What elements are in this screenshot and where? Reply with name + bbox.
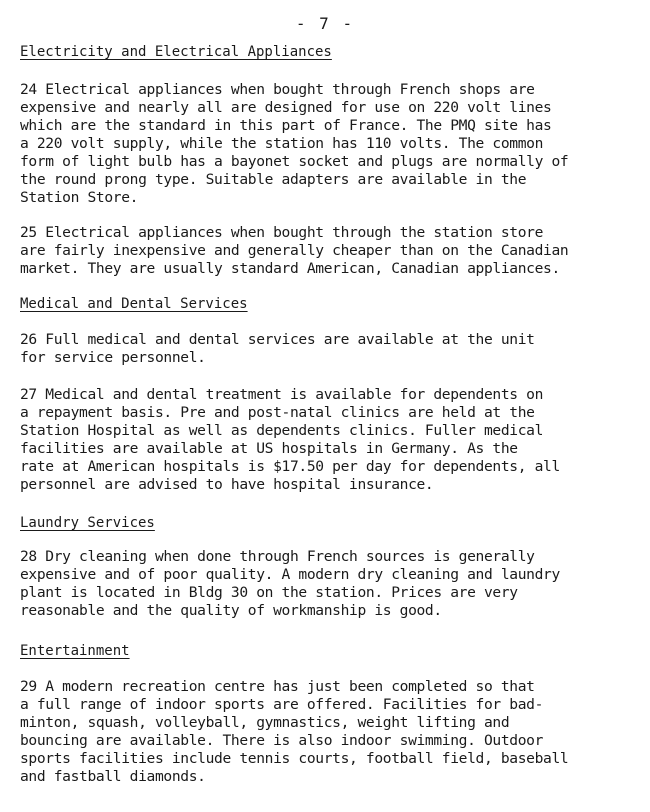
text-line: form of light bulb has a bayonet socket and plugs are normally of: [20, 153, 569, 170]
text-line: rate at American hospitals is $17.50 per day for dependents, all: [20, 458, 560, 475]
paragraph-28: [20, 548, 630, 620]
text-line: a repayment basis. Pre and post-natal clinics are held at the: [20, 404, 535, 421]
text-line: plant is located in Bldg 30 on the station. Prices are very: [20, 584, 518, 601]
text-line: Station Store.: [20, 189, 139, 206]
text-line: are fairly inexpensive and generally cheaper than on the Canadian: [20, 242, 569, 259]
text-line: Station Hospital as well as dependents clinics. Fuller medical: [20, 422, 544, 439]
section-heading-electricity: Electricity and Electrical Appliances: [20, 44, 332, 60]
paragraph-24: [20, 81, 630, 207]
text-line: 29 A modern recreation centre has just been completed so that: [20, 678, 535, 695]
text-line: reasonable and the quality of workmanship is good.: [20, 602, 442, 619]
text-line: which are the standard in this part of France. The PMQ site has: [20, 117, 552, 134]
text-line: facilities are available at US hospitals in Germany. As the: [20, 440, 518, 457]
text-line: sports facilities include tennis courts, football field, baseball: [20, 750, 569, 767]
text-line: 25 Electrical appliances when bought through the station store: [20, 224, 544, 241]
text-line: 28 Dry cleaning when done through French sources is generally: [20, 548, 535, 565]
text-line: and fastball diamonds.: [20, 768, 206, 785]
text-line: expensive and nearly all are designed for use on 220 volt lines: [20, 99, 552, 116]
section-heading-entertainment: Entertainment: [20, 643, 130, 659]
paragraph-27: [20, 386, 630, 494]
paragraph-29: [20, 678, 630, 786]
text-line: minton, squash, volleyball, gymnastics, weight lifting and: [20, 714, 510, 731]
text-line: for service personnel.: [20, 349, 206, 366]
text-line: market. They are usually standard American, Canadian appliances.: [20, 260, 560, 277]
text-line: a 220 volt supply, while the station has 110 volts. The common: [20, 135, 544, 152]
section-heading-laundry: Laundry Services: [20, 515, 155, 531]
text-line: 27 Medical and dental treatment is available for dependents on: [20, 386, 544, 403]
text-line: personnel are advised to have hospital insurance.: [20, 476, 434, 493]
text-line: bouncing are available. There is also indoor swimming. Outdoor: [20, 732, 544, 749]
paragraph-25: [20, 224, 630, 278]
section-heading-medical: Medical and Dental Services: [20, 296, 248, 312]
text-line: 26 Full medical and dental services are available at the unit: [20, 331, 535, 348]
text-line: the round prong type. Suitable adapters are available in the: [20, 171, 527, 188]
paragraph-26: [20, 331, 630, 367]
page-number: - 7 -: [295, 14, 355, 33]
text-line: 24 Electrical appliances when bought through French shops are: [20, 81, 535, 98]
text-line: a full range of indoor sports are offered. Facilities for bad-: [20, 696, 544, 713]
text-line: expensive and of poor quality. A modern dry cleaning and laundry: [20, 566, 560, 583]
